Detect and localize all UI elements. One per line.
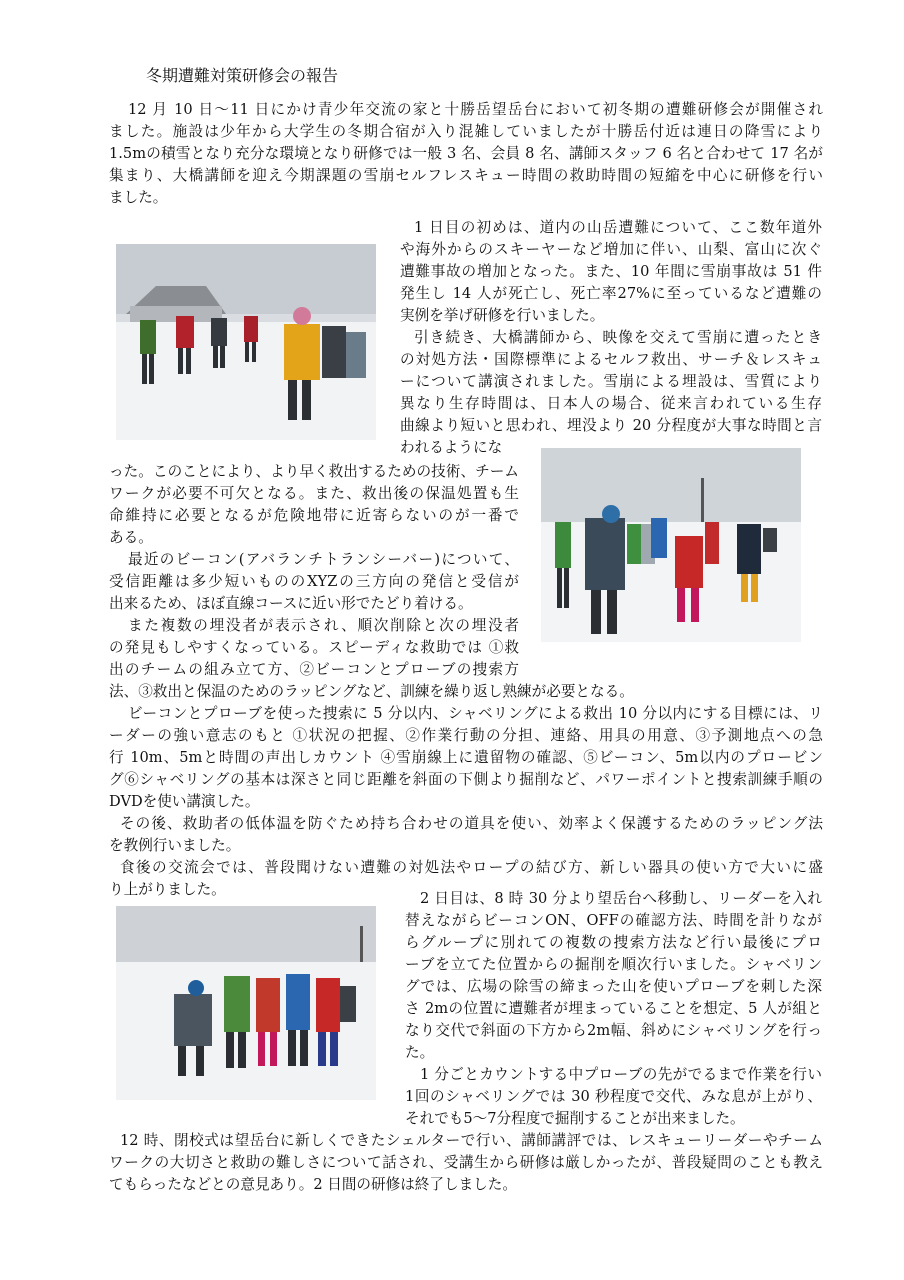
- text-line: ーについて講演されました。雪崩による埋設は、雪質により: [400, 373, 822, 390]
- page-title: 冬期遭難対策研修会の報告: [146, 66, 339, 85]
- text-line: ーダーの強い意志のもと ①状況の把握、②作業行動の分担、連絡、用具の用意、③予測地点への急: [109, 727, 823, 744]
- text-line: 1 分ごとカウントする中プローブの先がでるまで作業を行い: [420, 1066, 822, 1083]
- text-line: さ 2mの位置に遭難者が埋まっていることを想定、5 人が組と: [405, 1000, 822, 1017]
- text-line: や海外からのスキーヤーなど増加に伴い、山梨、富山に次ぐ: [400, 241, 822, 258]
- text-line: 1.5mの積雪となり充分な環境となり研修では一般 3 名、会員 8 名、講師スタッフ 6 名と合わせて 17 名が: [109, 145, 823, 162]
- text-line: その後、救助者の低体温を防ぐため持ち合わせの道具を使い、効率よく保護するためのラッピング法: [120, 815, 823, 832]
- text-line: 実例を挙げ研修を行いました。: [400, 307, 605, 324]
- text-line: 2 日目は、8 時 30 分より望岳台へ移動し、リーダーを入れ: [420, 890, 822, 907]
- text-line: の対処方法・国際標準によるセルフ救出、サーチ＆レスキュ: [400, 351, 822, 368]
- text-line: 12 月 10 日〜11 日にかけ青少年交流の家と十勝岳望岳台において初冬期の遭難研修会が開催され: [128, 101, 823, 118]
- text-line: の発見もしやすくなっている。スピーディな救助では ①救: [109, 639, 519, 656]
- text-line: らグループに別れての複数の捜索方法など行い最後にプロ: [405, 934, 822, 951]
- text-line: 集まり、大橋講師を迎え今期課題の雪崩セルフレスキュー時間の救助時間の短縮を中心に研修を行い: [109, 167, 823, 184]
- text-line: てもらったなどとの意見あり。2 日間の研修は終了しました。: [109, 1176, 517, 1193]
- text-line: を教例行いました。: [109, 837, 241, 854]
- text-line: ある。: [109, 529, 153, 546]
- text-line: 出来るため、ほぼ直線コースに近い形でたどり着ける。: [109, 595, 473, 612]
- text-line: 受信距離は多少短いもののXYZの三方向の発信と受信が: [109, 573, 519, 590]
- text-line: った。このことにより、より早く救出するための技術、チーム: [109, 463, 519, 480]
- text-line: 1 日目の初めは、道内の山岳遭難について、ここ数年道外: [414, 219, 822, 236]
- photo-group-shoveling: [116, 906, 376, 1100]
- text-line: DVDを使い講演した。: [109, 793, 260, 810]
- text-line: 最近のビーコン(アバランチトランシーバー)について、: [128, 551, 519, 568]
- text-line: 遭難事故の増加となった。また、10 年間に雪崩事故は 51 件: [400, 263, 822, 280]
- text-line: ーブを立てた位置からの掘削を順次行いました。シャベリン: [405, 956, 822, 973]
- text-line: 発生し 14 人が死亡し、死亡率27%に至っているなど遭難の: [400, 285, 822, 302]
- text-line: 引き続き、大橋講師から、映像を交えて雪崩に遭ったとき: [414, 329, 822, 346]
- photo-group-circle: [541, 448, 801, 642]
- text-line: なり交代で斜面の下方から2m幅、斜めにシャベリングを行っ: [405, 1022, 822, 1039]
- text-line: 行 10m、5mと時間の声出しカウント ④雪崩線上に遺留物の確認、⑤ビーコン、5m以内のプロービン: [109, 749, 823, 766]
- text-line: ビーコンとプローブを使った捜索に 5 分以内、シャベリングによる救出 10 分以内にする目標には、リ: [128, 705, 823, 722]
- text-line: 出のチームの組み立て方、②ビーコンとプローブの捜索方: [109, 661, 519, 678]
- photo-group-snow-field: [116, 244, 376, 440]
- text-line: グでは、広場の除雪の締まった山を使いプローブを刺した深: [405, 978, 822, 995]
- text-line: 曲線より短いと思われ、埋没より 20 分程度が大事な時間と言: [400, 417, 822, 434]
- text-line: グ⑥シャベリングの基本は深さと同じ距離を斜面の下側より掘削など、パワーポイントと捜索訓練手順の: [109, 771, 823, 788]
- text-line: それでも5〜7分程度で掘削することが出来ました。: [405, 1110, 745, 1127]
- text-line: た。: [405, 1044, 435, 1061]
- text-line: 替えながらビーコンON、OFFの確認方法、時間を計りなが: [405, 912, 822, 929]
- text-line: ました。施設は少年から大学生の冬期合宿が入り混雑していましたが十勝岳付近は連日の降雪により: [109, 123, 823, 140]
- text-line: ワークが必要不可欠となる。また、救出後の保温処置も生: [109, 485, 519, 502]
- text-line: 1回のシャベリングでは 30 秒程度で交代、みな息が上がり、: [405, 1088, 822, 1105]
- text-line: 命維持に必要となるが危険地帯に近寄らないのが一番で: [109, 507, 519, 524]
- text-line: 法、③救出と保温のためのラッピングなど、訓練を繰り返し熟練が必要となる。: [109, 683, 634, 700]
- text-line: われるようにな: [400, 439, 503, 456]
- text-line: 12 時、閉校式は望岳台に新しくできたシェルターで行い、講師講評では、レスキューリーダーやチーム: [120, 1132, 823, 1149]
- text-line: ました。: [109, 189, 168, 206]
- text-line: り上がりました。: [109, 881, 226, 898]
- text-line: 異なり生存時間は、日本人の場合、従来言われている生存: [400, 395, 822, 412]
- text-line: 食後の交流会では、普段聞けない遭難の対処法やロープの結び方、新しい器具の使い方で大いに盛: [120, 859, 823, 876]
- text-line: ワークの大切さと救助の難しさについて話され、受講生から研修は厳しかったが、普段疑問のことも教え: [109, 1154, 823, 1171]
- text-line: また複数の埋没者が表示され、順次削除と次の埋没者: [128, 617, 519, 634]
